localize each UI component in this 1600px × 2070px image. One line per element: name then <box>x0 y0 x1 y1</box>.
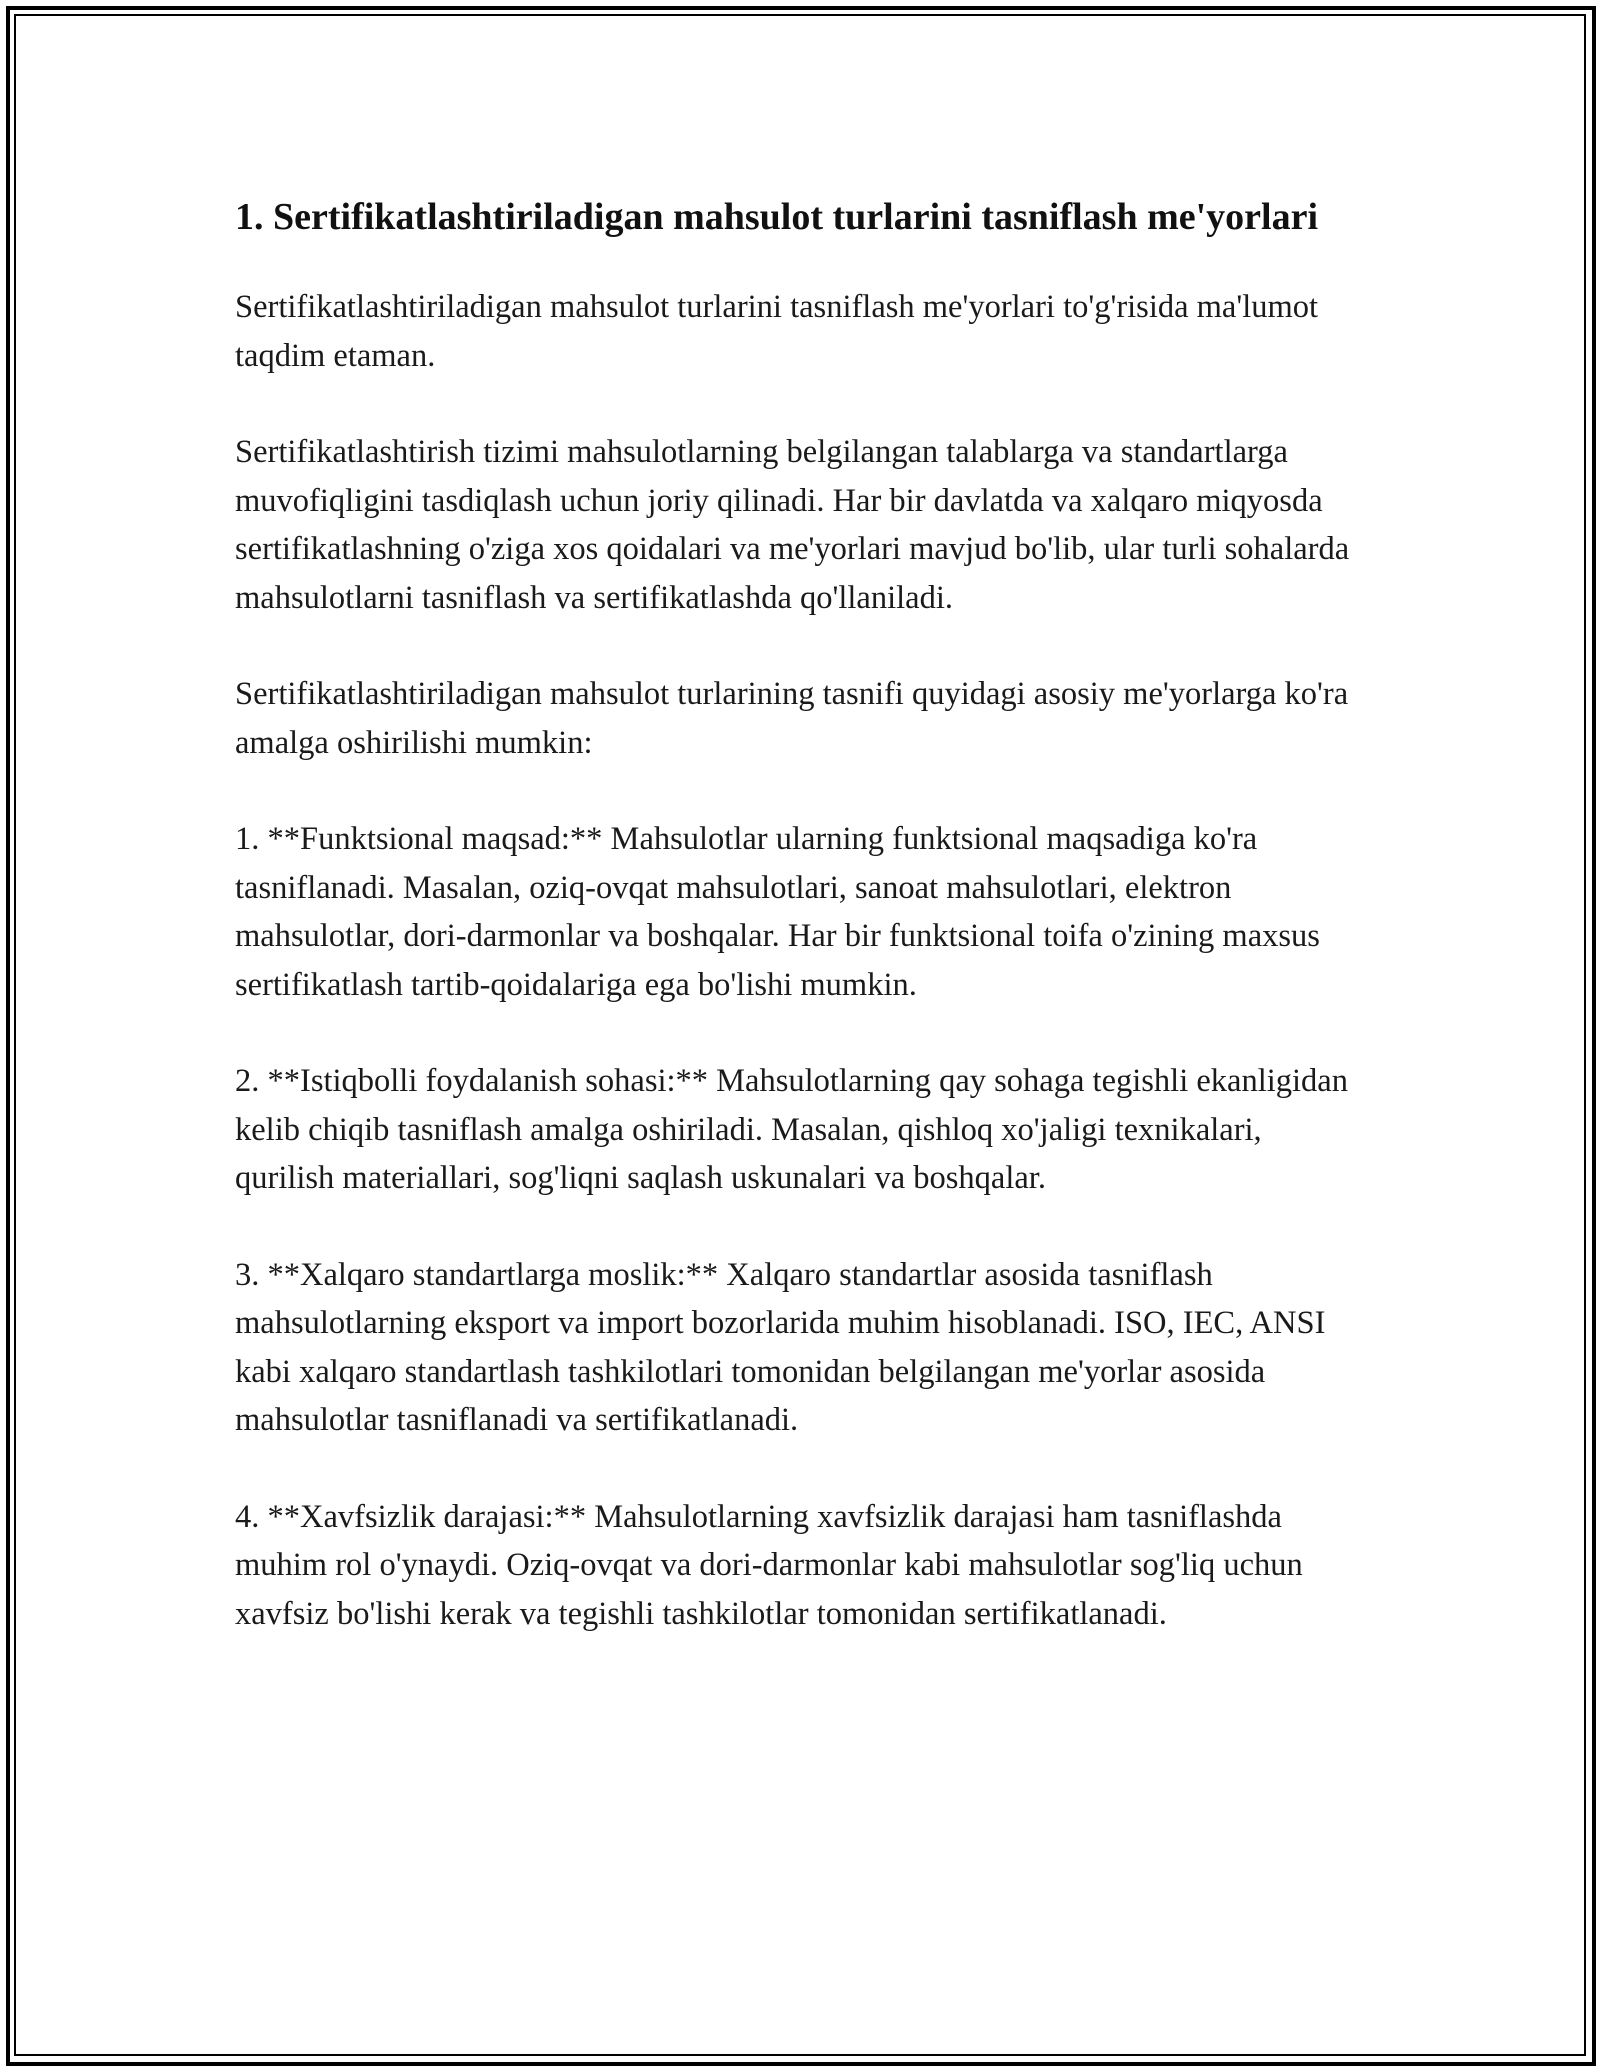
list-item-usage-field: 2. **Istiqbolli foydalanish sohasi:** Mahsulotlarning qay sohaga tegishli ekanligidan kelib chiqib tasniflash amalga oshiriladi. Masalan, qishloq xo'jaligi texnikalari, qurilish materiallari, sog'liqni saqlash uskunalari va boshqalar. <box>235 1063 1348 1196</box>
list-item-functional-purpose: 1. **Funktsional maqsad:** Mahsulotlar ularning funktsional maqsadiga ko'ra tasniflanadi. Masalan, oziq-ovqat mahsulotlari, sanoat mahsulotlari, elektron mahsulotlar, dori-darmonlar va boshqalar. Har bir funktsional toifa o'zining maxsus sertifikatlash tartib-qoidalariga ega bo'lishi mumkin. <box>235 821 1320 1003</box>
paragraph-intro: Sertifikatlashtiriladigan mahsulot turlarini tasniflash me'yorlari to'g'risida ma'lumot taqdim etaman. <box>235 289 1319 374</box>
section-heading: 1. Sertifikatlashtiriladigan mahsulot turlarini tasniflash me'yorlari <box>235 196 1319 238</box>
list-item-safety-level: 4. **Xavfsizlik darajasi:** Mahsulotlarning xavfsizlik darajasi ham tasniflashda muhim rol o'ynaydi. Oziq-ovqat va dori-darmonlar kabi mahsulotlar sog'liq uchun xavfsiz bo'lishi kerak va tegishli tashkilotlar tomonidan sertifikatlanadi. <box>235 1498 1303 1632</box>
document-body <box>235 190 1365 1686</box>
list-item-international-standards: 3. **Xalqaro standartlarga moslik:** Xalqaro standartlar asosida tasniflash mahsulotlarning eksport va import bozorlarida muhim hisoblanadi. ISO, IEC, ANSI kabi xalqaro standartlash tashkilotlari tomonidan belgilangan me'yorlar asosida mahsulotlar tasniflanadi va sertifikatlanadi. <box>235 1256 1326 1438</box>
paragraph-criteria-intro: Sertifikatlashtiriladigan mahsulot turlarining tasnifi quyidagi asosiy me'yorlarga ko'ra amalga oshirilishi mumkin: <box>235 676 1349 761</box>
paragraph-system: Sertifikatlashtirish tizimi mahsulotlarning belgilangan talablarga va standartlarga muvofiqligini tasdiqlash uchun joriy qilinadi. Har bir davlatda va xalqaro miqyosda sertifikatlashning o'ziga xos qoidalari va me'yorlari mavjud bo'lib, ular turli sohalarda mahsulotlarni tasniflash va sertifikatlashda qo'llaniladi. <box>235 434 1350 616</box>
